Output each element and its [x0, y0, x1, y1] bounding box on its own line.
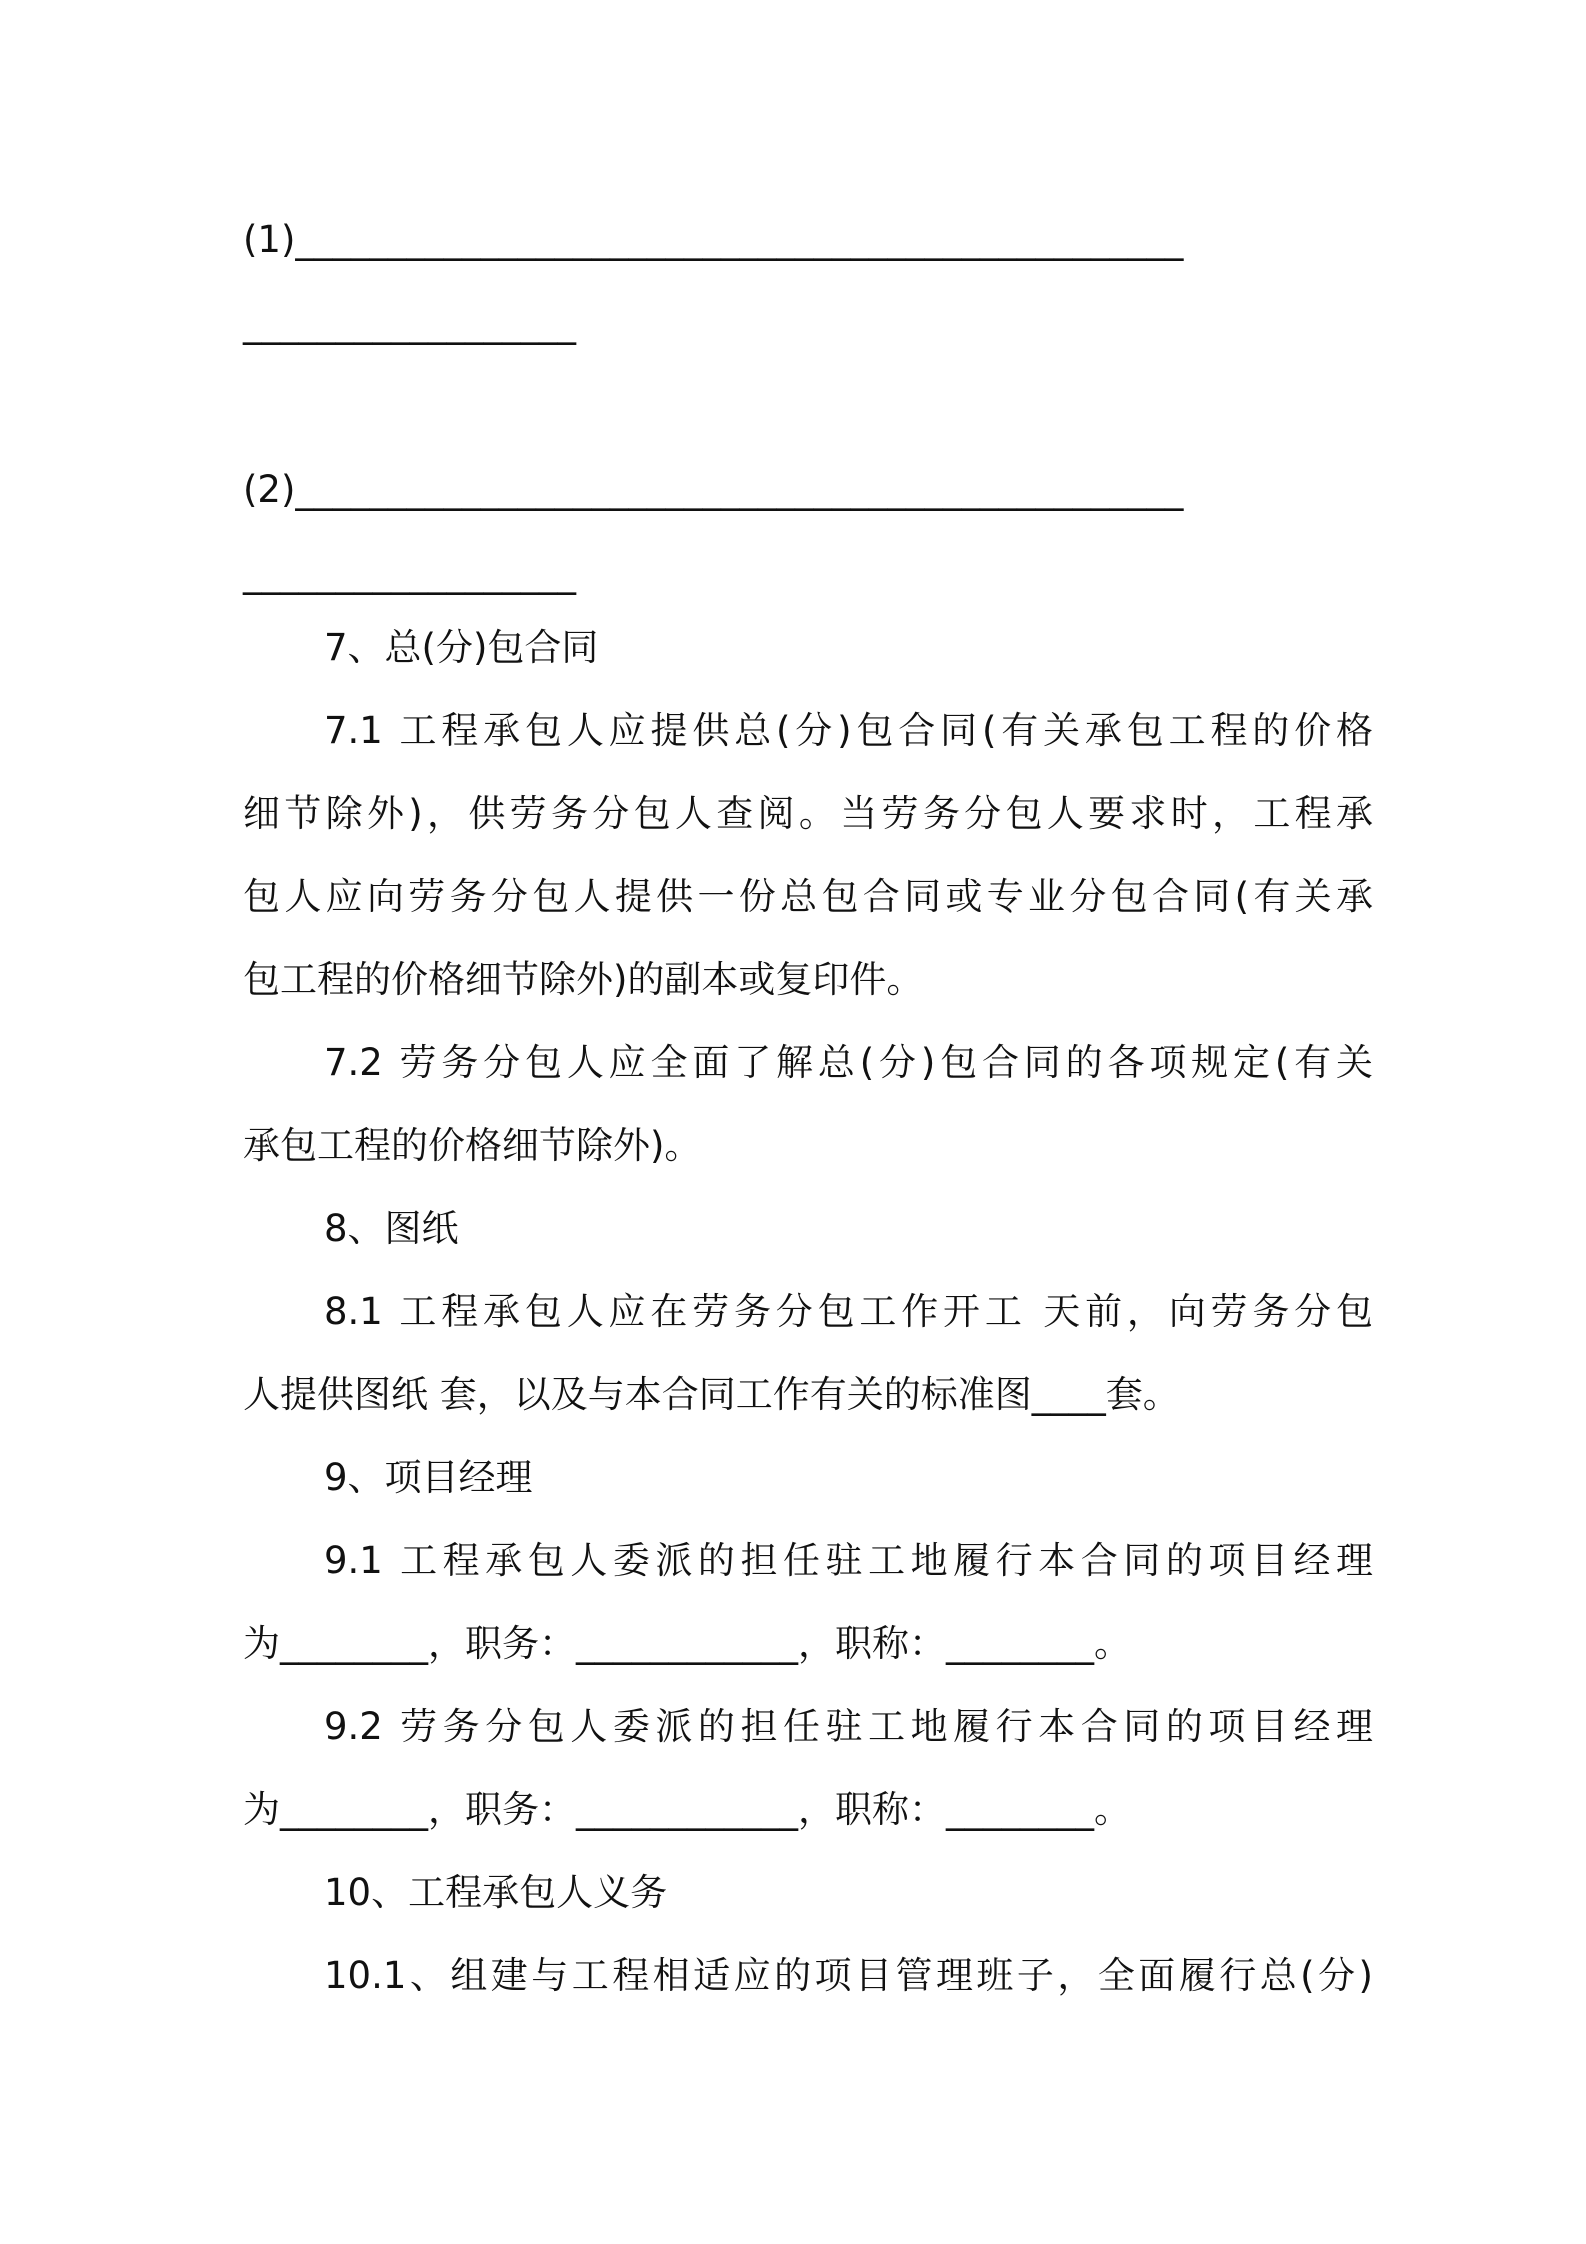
clause-9-2-line-1: 9.2 劳务分包人委派的担任驻工地履行本合同的项目经理: [324, 1705, 1373, 1748]
clause-7-1-line-4: 包工程的价格细节除外)的副本或复印件。: [243, 958, 924, 1001]
clause-7-1-line-2: 细节除外)，供劳务分包人查阅。当劳务分包人要求时，工程承: [243, 792, 1373, 835]
clause-9-1-line-1: 9.1 工程承包人委派的担任驻工地履行本合同的项目经理: [324, 1539, 1373, 1582]
blank-line-2-continued: __________________: [243, 552, 576, 595]
clause-10-1-line-1: 10.1、组建与工程相适应的项目管理班子，全面履行总(分): [324, 1954, 1373, 1997]
clause-7-2-line-1: 7.2 劳务分包人应全面了解总(分)包合同的各项规定(有关: [324, 1041, 1373, 1084]
blank-line-2: (2)________________________________________________: [243, 468, 1184, 511]
clause-7-1-line-1: 7.1 工程承包人应提供总(分)包合同(有关承包工程的价格: [324, 709, 1373, 752]
section-8-heading: 8、图纸: [324, 1207, 459, 1250]
clause-8-1-line-2: 人提供图纸 套，以及与本合同工作有关的标准图____套。: [243, 1373, 1180, 1416]
section-10-heading: 10、工程承包人义务: [324, 1871, 668, 1914]
blank-line-1: (1)________________________________________________: [243, 218, 1184, 261]
clause-9-1-line-2: 为________，职务：____________，职称：________。: [243, 1622, 1131, 1665]
clause-9-2-line-2: 为________，职务：____________，职称：________。: [243, 1788, 1131, 1831]
clause-7-1-line-3: 包人应向劳务分包人提供一份总包合同或专业分包合同(有关承: [243, 875, 1373, 918]
section-9-heading: 9、项目经理: [324, 1456, 533, 1499]
blank-line-1-continued: __________________: [243, 302, 576, 345]
clause-7-2-line-2: 承包工程的价格细节除外)。: [243, 1124, 702, 1167]
clause-8-1-line-1: 8.1 工程承包人应在劳务分包工作开工 天前，向劳务分包: [324, 1290, 1373, 1333]
section-7-heading: 7、总(分)包合同: [324, 626, 599, 669]
